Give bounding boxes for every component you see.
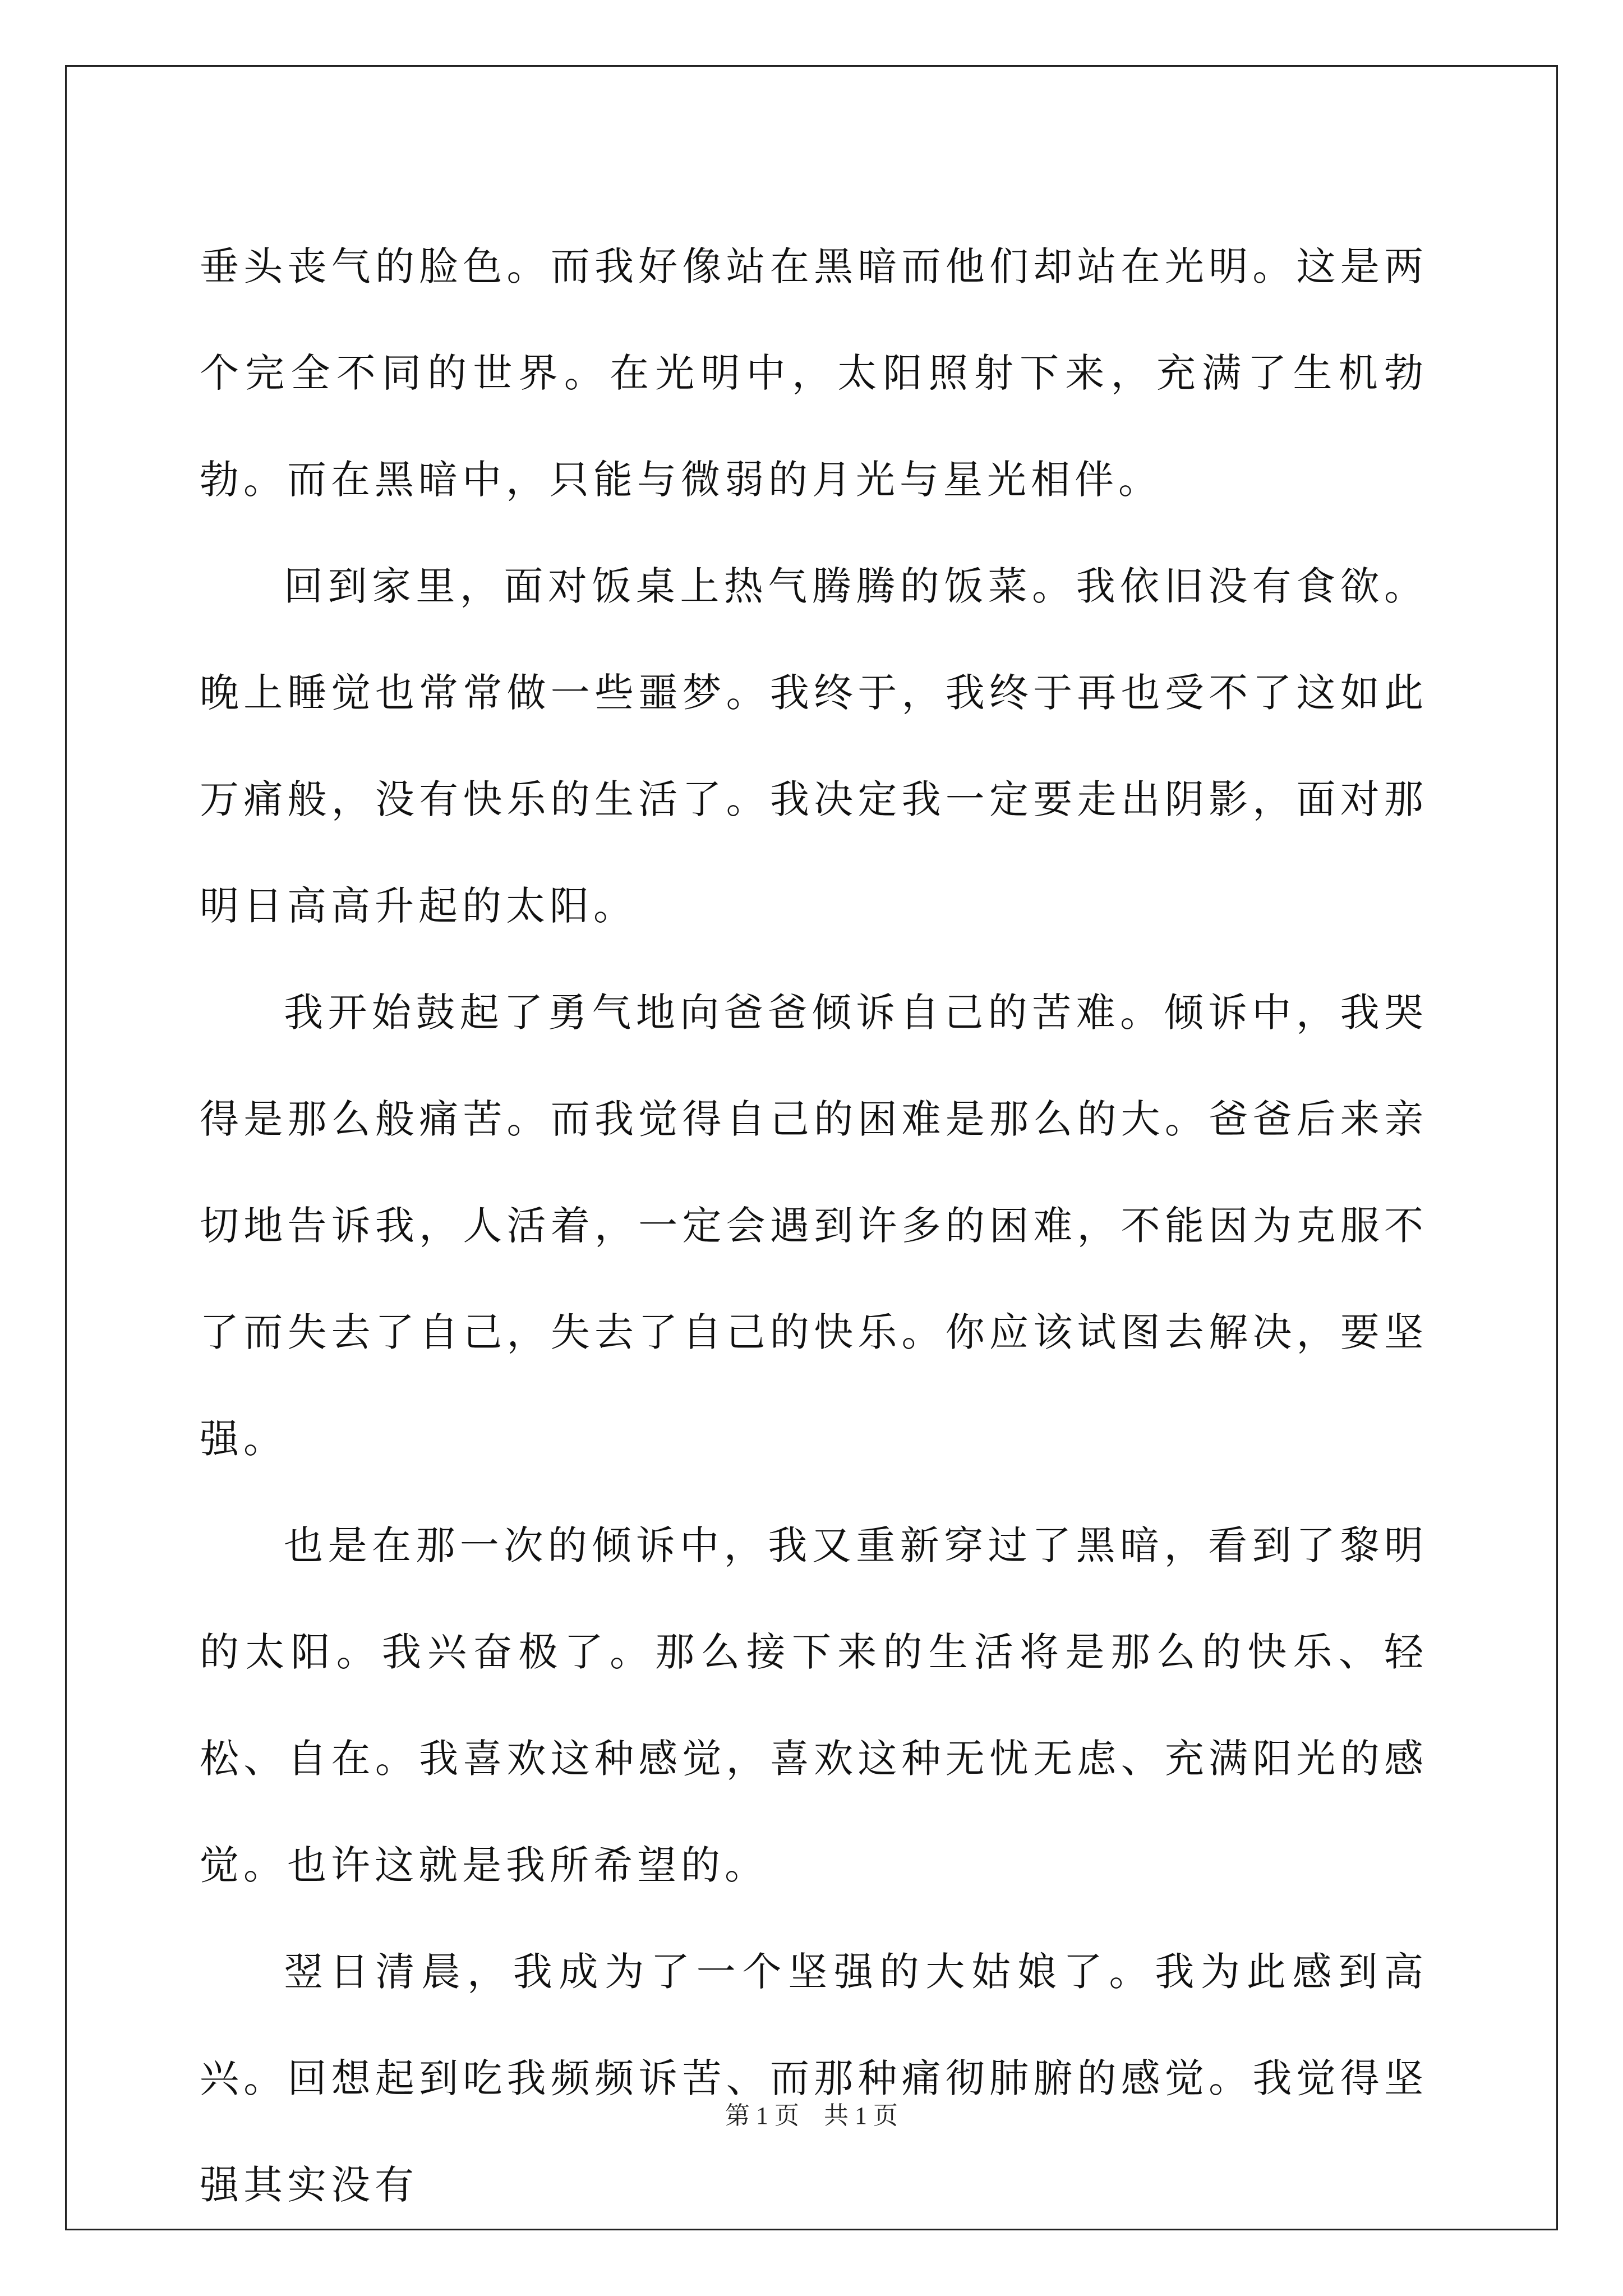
paragraph-2: 回到家里，面对饭桌上热气腾腾的饭菜。我依旧没有食欲。晚上睡觉也常常做一些噩梦。我终于，我终于再也受不了这如此万痛般，没有快乐的生活了。我决定我一定要走出阴影，面对那明日高高升起的太阳。 <box>200 563 1428 929</box>
page-number-footer: 第 1 页 共 1 页 <box>725 2102 898 2129</box>
paragraph-3: 我开始鼓起了勇气地向爸爸倾诉自己的苦难。倾诉中，我哭得是那么般痛苦。而我觉得自己的困难是那么的大。爸爸后来亲切地告诉我，人活着，一定会遇到许多的困难，不能因为克服不了而失去了自己，失去了自己的快乐。你应该试图去解决，要坚强。 <box>200 990 1428 1462</box>
document-body <box>200 213 1428 2238</box>
paragraph-5: 翌日清晨，我成为了一个坚强的大姑娘了。我为此感到高兴。回想起到吃我频频诉苦、而那种痛彻肺腑的感觉。我觉得坚强其实没有 <box>200 1949 1428 2208</box>
paragraph-1: 垂头丧气的脸色。而我好像站在黑暗而他们却站在光明。这是两个完全不同的世界。在光明中，太阳照射下来，充满了生机勃勃。而在黑暗中，只能与微弱的月光与星光相伴。 <box>200 243 1428 503</box>
paragraph-4: 也是在那一次的倾诉中，我又重新穿过了黑暗，看到了黎明的太阳。我兴奋极了。那么接下来的生活将是那么的快乐、轻松、自在。我喜欢这种感觉，喜欢这种无忧无虑、充满阳光的感觉。也许这就是我所希望的。 <box>200 1522 1428 1888</box>
